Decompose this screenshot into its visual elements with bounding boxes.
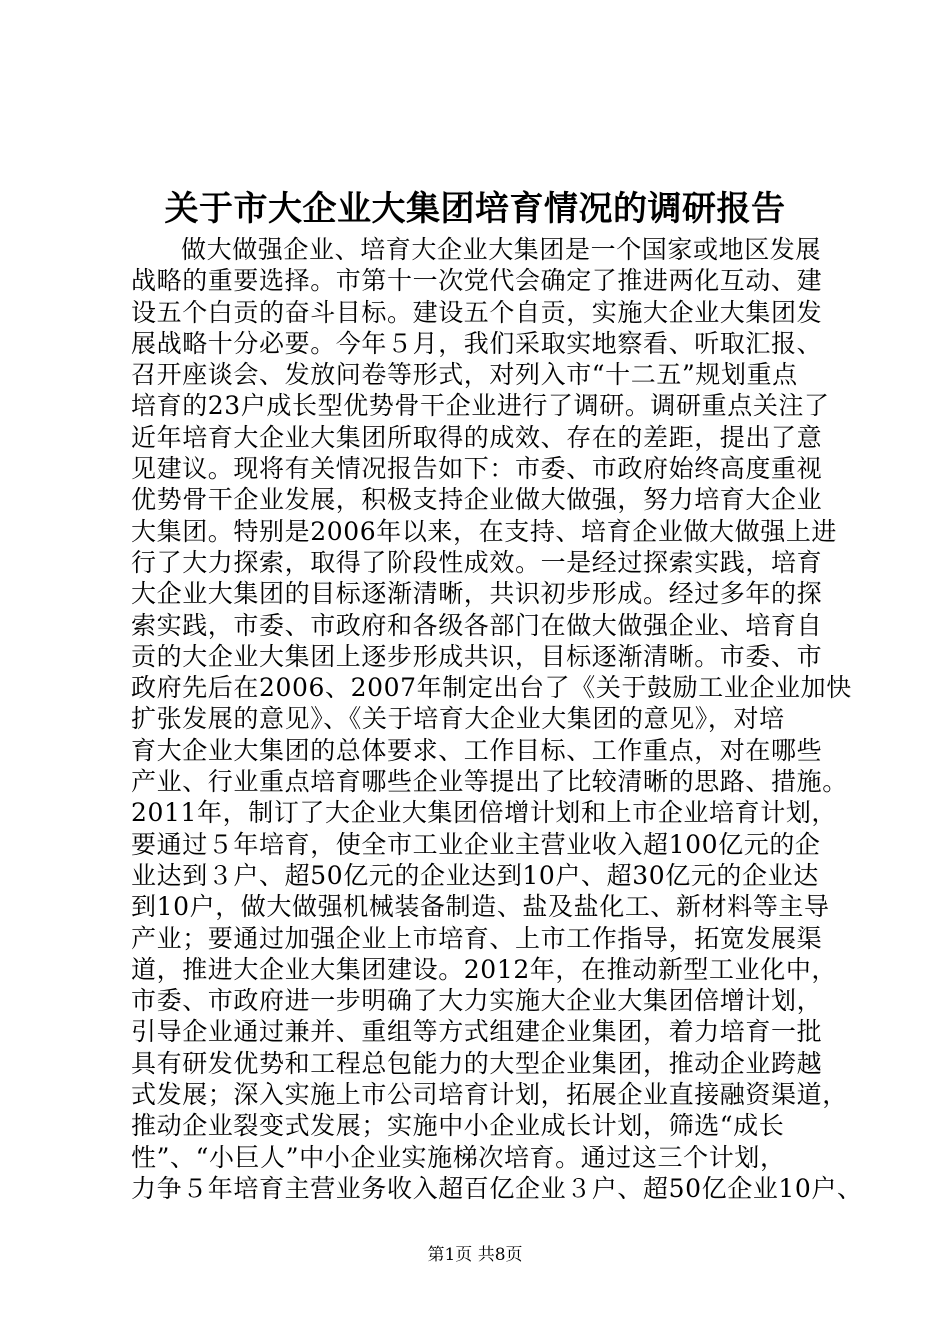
text-line: 产业；要通过加强企业上市培育、上市工作指导，拓宽发展渠	[131, 923, 823, 953]
text-line: 行了大力探索，取得了阶段性成效。一是经过探索实践，培育	[131, 547, 823, 577]
text-line: 近年培育大企业大集团所取得的成效、存在的差距，提出了意	[131, 422, 823, 452]
text-line: 性”、“小巨人”中小企业实施梯次培育。通过这三个计划，	[131, 1142, 786, 1172]
page-number: 第1页 共8页	[427, 1245, 523, 1265]
text-line: 力争５年培育主营业务收入超百亿企业３户、超50亿企业10户、	[131, 1173, 863, 1203]
text-line: 推动企业裂变式发展；实施中小企业成长计划，筛选“成长	[131, 1111, 785, 1141]
text-line: 设五个白贡的奋斗目标。建设五个自贡，实施大企业大集团发	[131, 297, 823, 327]
text-line: 引导企业通过兼并、重组等方式组建企业集团，着力培育一批	[131, 1017, 823, 1047]
text-line: 政府先后在2006、2007年制定出台了《关于鼓励工业企业加快	[131, 673, 852, 703]
text-line: 道，推进大企业大集团建设。2012年，在推动新型工业化中，	[131, 954, 838, 984]
text-line: 大企业大集团的目标逐渐清晰，共识初步形成。经过多年的探	[131, 579, 823, 609]
text-line: 大集团。特别是2006年以来，在支持、培育企业做大做强上进	[131, 516, 838, 546]
text-line: 培育的23户成长型优势骨干企业进行了调研。调研重点关注了	[131, 391, 830, 421]
text-line: 具有研发优势和工程总包能力的大型企业集团，推动企业跨越	[131, 1048, 823, 1078]
text-line: 业达到３户、超50亿元的企业达到10户、超30亿元的企业达	[131, 860, 819, 890]
text-line: 召开座谈会、发放问卷等形式，对列入市“十二五”规划重点	[131, 360, 798, 390]
text-line: 要通过５年培育，使全市工业企业主营业收入超100亿元的企	[131, 829, 821, 859]
text-line: 做大做强企业、培育大企业大集团是一个国家或地区发展	[181, 235, 822, 264]
text-line: 贡的大企业大集团上逐步形成共识，目标逐渐清晰。市委、市	[131, 641, 823, 671]
text-line: 战略的重要选择。市第十一次党代会确定了推进两化互动、建	[131, 266, 823, 296]
text-line: 扩张发展的意见》、《关于培育大企业大集团的意见》，对培	[131, 704, 785, 734]
text-line: 见建议。现将有关情况报告如下：市委、市政府始终高度重视	[131, 454, 823, 484]
text-line: 产业、行业重点培育哪些企业等提出了比较清晰的思路、措施。	[131, 767, 848, 797]
text-line: 2011年，制订了大企业大集团倍增计划和上市企业培育计划，	[131, 798, 838, 828]
document-body	[131, 234, 863, 1204]
text-line: 市委、市政府进一步明确了大力实施大企业大集团倍增计划，	[131, 986, 823, 1016]
text-line: 育大企业大集团的总体要求、工作目标、工作重点，对在哪些	[131, 735, 823, 765]
text-line: 展战略十分必要。今年５月，我们采取实地察看、听取汇报、	[131, 328, 823, 358]
document-title: 关于市大企业大集团培育情况的调研报告	[164, 189, 786, 229]
text-line: 式发展；深入实施上市公司培育计划，拓展企业直接融资渠道，	[131, 1080, 848, 1110]
text-line: 索实践，市委、市政府和各级各部门在做大做强企业、培育自	[131, 610, 823, 640]
text-line: 到10户，做大做强机械装备制造、盐及盐化工、新材料等主导	[131, 892, 830, 922]
text-line: 优势骨干企业发展，积极支持企业做大做强，努力培育大企业	[131, 485, 823, 515]
